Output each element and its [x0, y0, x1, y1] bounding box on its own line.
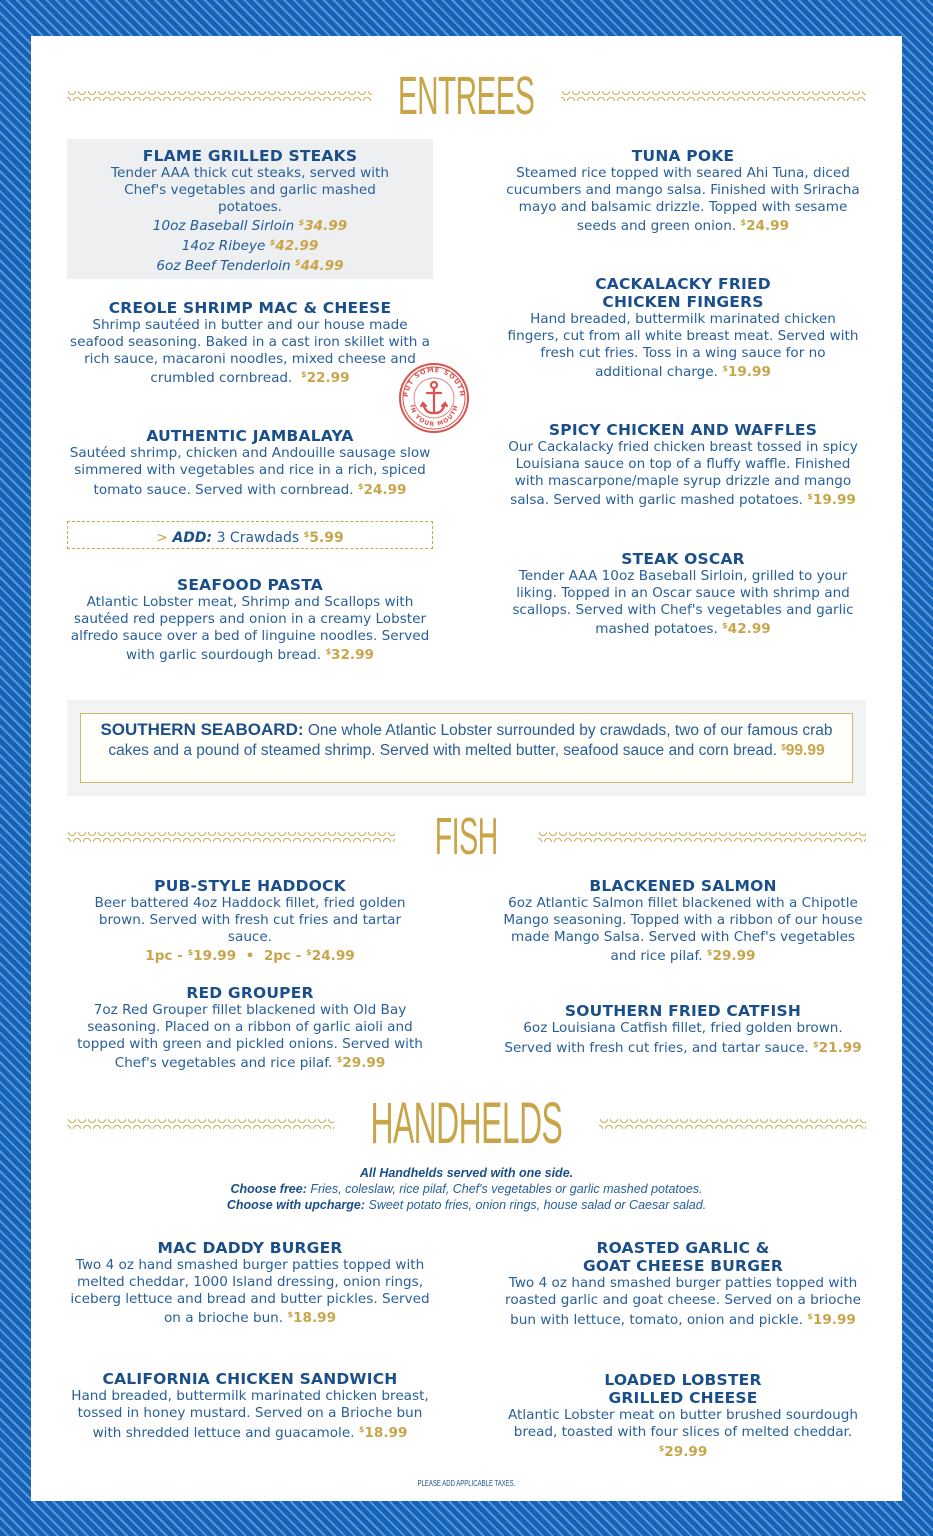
item-desc: Steamed rice topped with seared Ahi Tuna, diced cucumbers and mango salsa. Finished with Sriracha mayo and balsamic drizzle. Topped with sesame seeds and green onion. $24.99: [506, 165, 860, 235]
anchor-stamp-icon: [398, 362, 470, 434]
item-name: SEAFOOD PASTA: [176, 576, 323, 594]
southern-seaboard-box: [80, 713, 853, 783]
tax-disclaimer: PLEASE ADD APPLICABLE TAXES.: [417, 1479, 516, 1488]
item-desc: 6oz Louisiana Catfish fillet, fried golden brown. Served with fresh cut fries, and tartar sauce. $21.99: [504, 1020, 862, 1056]
menu-page: [31, 36, 902, 1501]
item-desc: One whole Atlantic Lobster surrounded by crawdads, two of our famous crab cakes and a pound of steamed shrimp. Served with melted butter, seafood sauce and corn bread.: [108, 722, 833, 759]
price: $18.99: [287, 1310, 337, 1327]
item-name-line1: ROASTED GARLIC &: [596, 1239, 770, 1257]
notes-upcharge: Choose with upcharge: Sweet potato fries, onion rings, house salad or Caesar salad.: [226, 1198, 707, 1212]
section-title-entrees: ENTREES: [398, 66, 535, 126]
item-name: MAC DADDY BURGER: [157, 1239, 343, 1257]
menu-item-tuna-poke: [500, 147, 866, 235]
item-name: SOUTHERN SEABOARD:: [100, 720, 304, 739]
menu-item-mac-daddy-burger: [67, 1239, 433, 1327]
menu-item-creole-shrimp-mac: [67, 299, 433, 387]
menu-item-pub-style-haddock: [67, 877, 433, 965]
item-desc: Hand breaded, buttermilk marinated chicken fingers, cut from all white breast meat. Served with fresh cut fries. Toss in a wing sauce for no additional charge. $19.99: [507, 311, 859, 381]
price: $22.99: [301, 370, 350, 387]
price: $18.99: [358, 1424, 408, 1441]
price: $19.99: [807, 492, 856, 509]
menu-item-roasted-garlic-goat-cheese-burger: [500, 1239, 866, 1328]
menu-item-spicy-chicken-waffles: [500, 421, 866, 509]
wave-divider-right: [561, 91, 866, 101]
item-desc: Two 4 oz hand smashed burger patties topped with melted cheddar, 1000 Island dressing, onion rings, iceberg lettuce and bread and butter pickles. Served on a brioche bun. $18.99: [70, 1257, 430, 1327]
price: $29.99: [336, 1055, 386, 1072]
price: $24.99: [740, 218, 790, 235]
price: $19.99: [807, 1311, 856, 1328]
item-desc: Our Cackalacky fried chicken breast tossed in spicy Louisiana sauce on top of a fluffy waffle. Finished with mascarpone/maple syrup drizzle and mango salsa. Served with garlic mashed potatoes. $19.99: [508, 439, 858, 509]
svg-text:IN YOUR MOUTH: IN YOUR MOUTH: [408, 403, 460, 429]
item-name: CREOLE SHRIMP MAC & CHEESE: [108, 299, 392, 317]
wave-divider-left: [67, 91, 372, 101]
item-desc: Sautéed shrimp, chicken and Andouille sausage slow simmered with vegetables and rice in a rich, spiced tomato sauce. Served with cornbread. $24.99: [69, 445, 431, 498]
item-desc: Atlantic Lobster meat, Shrimp and Scallops with sautéed red peppers and onion in a creamy Lobster alfredo sauce over a bed of linguine noodles. Served with garlic sourdough bread. $32.99: [70, 594, 430, 664]
price: $99.99: [781, 742, 825, 759]
price: $29.99: [658, 1443, 708, 1460]
item-desc: Shrimp sautéed in butter and our house made seafood seasoning. Baked in a cast iron skillet with a rich sauce, macaroni noodles, mixed cheese and crumbled cornbread. $22.99: [70, 317, 430, 387]
steak-option-ribeye: 14oz Ribeye $42.99: [181, 238, 319, 255]
price: $19.99: [722, 364, 771, 381]
item-name: PUB-STYLE HADDOCK: [154, 877, 346, 895]
steak-option-tenderloin: 6oz Beef Tenderloin $44.99: [156, 257, 344, 274]
item-desc: Two 4 oz hand smashed burger patties topped with roasted garlic and goat cheese. Served on a brioche bun with lettuce, tomato, onion and pickle. $19.99: [505, 1275, 861, 1328]
section-title-fish: FISH: [435, 808, 498, 866]
item-name-line1: CACKALACKY FRIED: [595, 275, 771, 293]
item-name-line2: GRILLED CHEESE: [608, 1389, 758, 1407]
add-on-crawdads: > ADD: 3 Crawdads $5.99: [67, 521, 433, 549]
price: $21.99: [813, 1039, 862, 1056]
steak-option-sirloin: 10oz Baseball Sirloin $34.99: [152, 218, 348, 235]
price: $42.99: [269, 238, 319, 255]
item-desc: 6oz Atlantic Salmon fillet blackened with a Chipotle Mango seasoning. Topped with a ribbon of our house made Mango Salsa. Served with Chef's vegetables and rice pilaf. $29.99: [503, 895, 863, 965]
menu-item-red-grouper: [67, 984, 433, 1072]
item-name: SPICY CHICKEN AND WAFFLES: [548, 421, 818, 439]
item-desc: Atlantic Lobster meat on butter brushed sourdough bread, toasted with four slices of melted cheddar. $29.99: [507, 1407, 858, 1460]
southern-seaboard-feature: [67, 700, 866, 796]
item-name: RED GROUPER: [186, 984, 314, 1002]
menu-item-loaded-lobster-grilled-cheese: [500, 1371, 866, 1460]
item-name: SOUTHERN FRIED CATFISH: [564, 1002, 802, 1020]
item-name-line2: GOAT CHEESE BURGER: [582, 1257, 784, 1275]
entrees-header: [67, 66, 866, 126]
handhelds-header: [67, 1091, 866, 1156]
price: $32.99: [325, 647, 375, 664]
item-name: BLACKENED SALMON: [589, 877, 777, 895]
item-name: AUTHENTIC JAMBALAYA: [146, 427, 354, 445]
price: $29.99: [706, 948, 756, 965]
notes-line1: All Handhelds served with one side.: [359, 1166, 574, 1180]
section-title-handhelds: HANDHELDS: [370, 1091, 563, 1156]
item-desc: Tender AAA thick cut steaks, served with Chef's vegetables and garlic mashed potatoes.: [111, 165, 389, 215]
haddock-price-options: 1pc - $19.99 • 2pc - $24.99: [145, 948, 355, 965]
item-desc: Tender AAA 10oz Baseball Sirloin, grilled to your liking. Topped in an Oscar sauce with shrimp and scallops. Served with Chef's vegetables and garlic mashed potatoes. $42.99: [512, 568, 854, 638]
fish-header: [67, 808, 866, 866]
menu-item-steak-oscar: [500, 550, 866, 638]
item-name: FLAME GRILLED STEAKS: [142, 147, 358, 165]
wave-divider-right: [599, 1119, 866, 1129]
item-name-line1: LOADED LOBSTER: [604, 1371, 762, 1389]
menu-item-seafood-pasta: [67, 576, 433, 664]
menu-item-california-chicken-sandwich: [67, 1370, 433, 1441]
item-name: STEAK OSCAR: [621, 550, 745, 568]
notes-free: Choose free: Fries, coleslaw, rice pilaf, Chef's vegetables or garlic mashed potatoes.: [230, 1182, 703, 1196]
item-name: TUNA POKE: [631, 147, 735, 165]
menu-item-cackalacky-chicken-fingers: [500, 275, 866, 381]
price: $24.99: [357, 481, 407, 498]
menu-item-southern-fried-catfish: [500, 1002, 866, 1057]
wave-divider-left: [67, 832, 395, 842]
menu-item-authentic-jambalaya: [67, 427, 433, 498]
price: $44.99: [295, 257, 344, 274]
item-name: CALIFORNIA CHICKEN SANDWICH: [102, 1370, 398, 1388]
menu-item-flame-grilled-steaks: [67, 147, 433, 275]
item-desc: 7oz Red Grouper fillet blackened with Old Bay seasoning. Placed on a ribbon of garlic aioli and topped with green and pickled onions. Served with Chef's vegetables and rice pilaf. $29.99: [77, 1002, 423, 1072]
item-desc: Beer battered 4oz Haddock fillet, fried golden brown. Served with fresh cut fries and tartar sauce.: [94, 895, 406, 945]
menu-item-blackened-salmon: [500, 877, 866, 965]
handhelds-side-notes: [67, 1165, 866, 1213]
item-desc: Hand breaded, buttermilk marinated chicken breast, tossed in honey mustard. Served on a Brioche bun with shredded lettuce and guacamole. $18.99: [71, 1388, 429, 1441]
item-name-line2: CHICKEN FINGERS: [602, 293, 764, 311]
svg-text:PUT SOME SOUTH: PUT SOME SOUTH: [401, 365, 467, 398]
price: $5.99: [303, 530, 344, 546]
price: $42.99: [722, 621, 771, 638]
price: $34.99: [298, 218, 348, 235]
wave-divider-right: [538, 832, 866, 842]
wave-divider-left: [67, 1119, 334, 1129]
